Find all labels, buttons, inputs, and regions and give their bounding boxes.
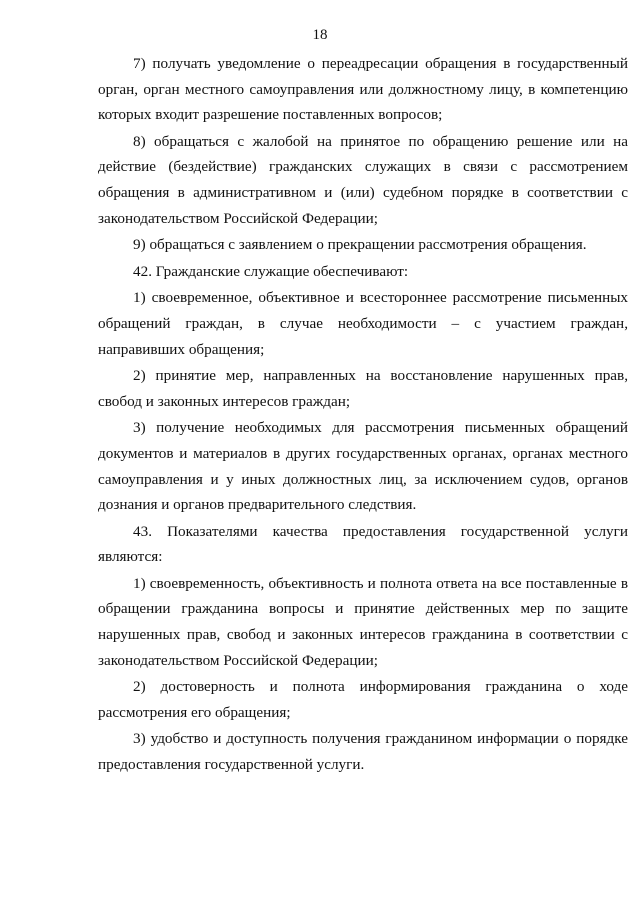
section-42-item-3: 3) получение необходимых для рассмотрения письменных обращений документов и материалов в других государственных органах, органах местного самоуправления и у иных должностных лиц, за исключением судов, органов дознания и органов предварительного следствия. [98, 419, 628, 514]
paragraph-7-notification: 7) получать уведомление о переадресации обращения в государственный орган, орган местного самоуправления или должностному лицу, в компетенцию которых входит разрешение поставленных вопросов; [98, 55, 628, 124]
section-42-item-2: 2) принятие мер, направленных на восстановление нарушенных прав, свобод и законных интересов граждан; [98, 367, 628, 410]
section-43-item-3: 3) удобство и доступность получения гражданином информации о порядке предоставления государственной услуги. [98, 730, 628, 774]
paragraph-9-termination: 9) обращаться с заявлением о прекращении рассмотрения обращения. [133, 236, 587, 254]
section-42-item-1: 1) своевременное, объективное и всестороннее рассмотрение письменных обращений граждан, в случае необходимости – с участием граждан, направивших обращения; [98, 289, 628, 358]
page-number: 18 [312, 27, 328, 43]
section-43-item-1: 1) своевременность, объективность и полнота ответа на все поставленные в обращении гражданина вопросы и принятие действенных мер по защите нарушенных прав, свобод и законных интересов гражданина в соответствии с законодательством Российской Федерации; [98, 574, 628, 669]
section-42-heading: 42. Гражданские служащие обеспечивают: [133, 262, 409, 280]
paragraph-8-complaint: 8) обращаться с жалобой на принятое по обращению решение или на действие (бездействие) гражданских служащих в связи с рассмотрением обращения в административном и (или) судебном порядке в соответствии с законодательством Российской Федерации; [98, 132, 628, 227]
document-body [98, 51, 628, 778]
section-43-item-2: 2) достоверность и полнота информирования гражданина о ходе рассмотрения его обращения; [98, 678, 628, 721]
section-43-heading: 43. Показателями качества предоставления государственной услуги являются: [98, 522, 628, 566]
